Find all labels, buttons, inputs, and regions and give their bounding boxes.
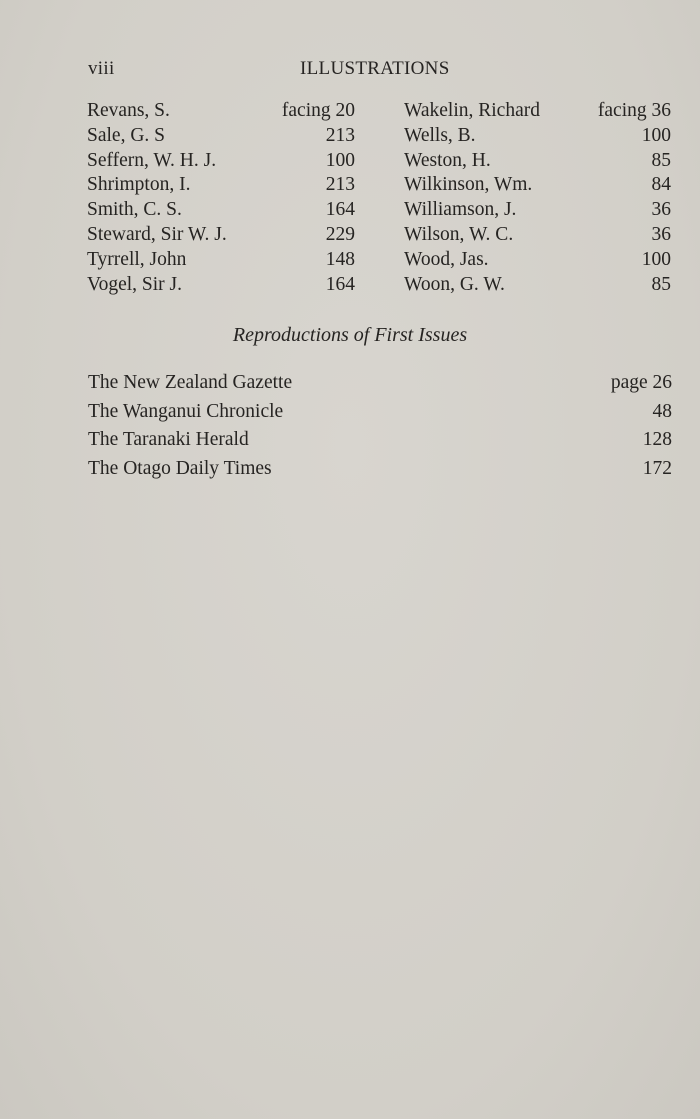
entry-name: Shrimpton, I. [87,174,191,196]
running-title: ILLUSTRATIONS [300,58,450,79]
reproduction-page: page 26 [610,372,672,393]
reproduction-title: The New Zealand Gazette [88,372,293,393]
reproduction-title: The Wanganui Chronicle [88,400,284,422]
reproduction-title: The Otago Daily Times [88,457,272,479]
index-entry [87,173,355,198]
entry-page-ref: 85 [651,149,671,171]
reproduction-page: 128 [642,429,672,450]
reproductions-heading: Reproductions of First Issues [232,324,468,346]
running-head [88,58,672,84]
index-entry [87,273,355,298]
entry-name: Wakelin, Richard [404,100,540,121]
entry-page-ref: 100 [641,124,671,146]
entry-name: Weston, H. [404,149,491,171]
entry-name: Smith, C. S. [87,199,182,221]
reproduction-title: The Taranaki Herald [88,429,249,450]
entry-name: Woon, G. W. [404,273,505,295]
entry-page-ref: 100 [641,248,671,270]
index-entry [404,149,671,174]
reproduction-entry [88,426,672,455]
index-entry [404,198,671,223]
entry-page-ref: 85 [651,273,671,295]
entry-name: Seffern, W. H. J. [87,149,217,171]
index-entry [87,149,355,174]
index-entry [404,99,671,124]
entry-name: Sale, G. S [87,124,165,146]
entry-page-ref: 36 [651,199,671,221]
reproduction-page: 172 [642,457,672,479]
index-entry [87,198,355,223]
entry-page-ref: 100 [325,149,355,171]
entry-page-ref: facing 36 [597,100,671,121]
index-entry [87,248,355,273]
entry-name: Vogel, Sir J. [87,273,182,295]
index-entry [404,248,671,273]
entry-name: Wood, Jas. [404,248,489,270]
entry-page-ref: 213 [325,124,355,146]
entry-page-ref: 148 [325,248,355,270]
reproduction-page: 48 [652,400,672,422]
entry-name: Revans, S. [87,100,170,121]
entry-page-ref: 164 [325,199,355,221]
index-entry [404,124,671,149]
reproduction-entry [88,369,672,398]
entry-page-ref: 84 [651,174,671,196]
index-entry [87,124,355,149]
entry-name: Williamson, J. [404,199,517,221]
entry-name: Wells, B. [404,124,476,146]
reproduction-entry [88,455,672,484]
entry-page-ref: 164 [325,273,355,295]
entry-page-ref: 36 [651,223,671,245]
entry-name: Wilkinson, Wm. [404,174,533,196]
index-entry [404,173,671,198]
index-column-left [87,99,355,297]
index-entry [404,273,671,298]
reproductions-list [88,369,672,483]
page-number: viii [88,58,115,79]
index-entry [87,99,355,124]
entry-page-ref: facing 20 [281,100,355,121]
index-entry [87,223,355,248]
entry-name: Steward, Sir W. J. [87,223,227,245]
index-entry [404,223,671,248]
entry-name: Wilson, W. C. [404,223,514,245]
entry-page-ref: 229 [325,223,355,245]
entry-page-ref: 213 [325,174,355,196]
index-column-right [404,99,671,297]
entry-name: Tyrrell, John [87,248,187,270]
reproduction-entry [88,398,672,427]
